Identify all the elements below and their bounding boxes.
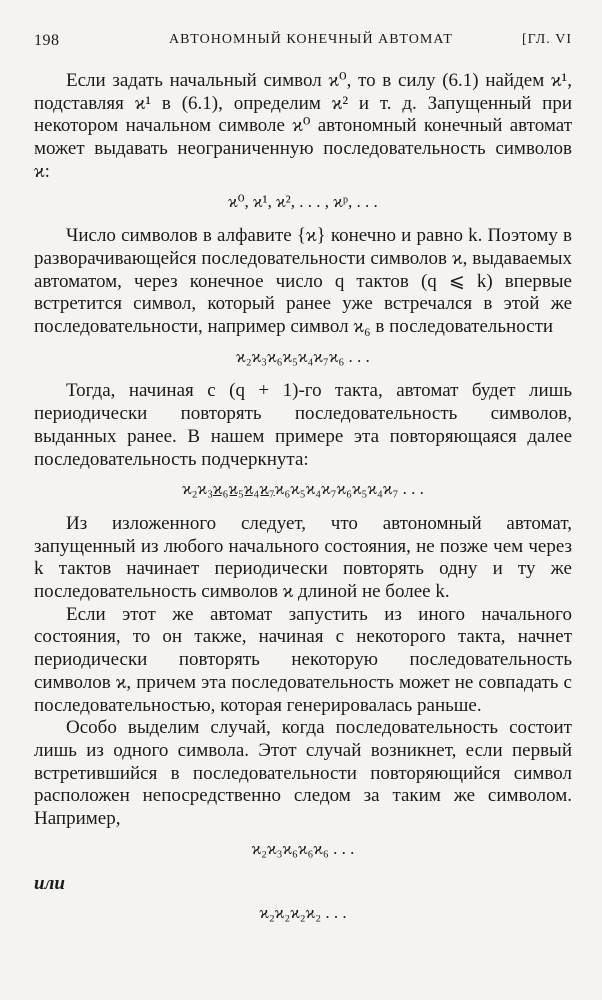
paragraph-5: Если этот же автомат запустить из иного начального состояния, то он также, начиная с некоторого такта, начнет периодически повторять некоторую последовательность символов ϰ, причем эта последовательность может не совпадать с последовательностью, которая генерировалась раньше. (34, 603, 572, 716)
paragraph-6: Особо выделим случай, когда последовательность состоит лишь из одного символа. Этот случай возникнет, если первый встретившийся в последовательности повторяющийся символ расположен непосредственно следом за таким же символом. Например, (34, 717, 572, 830)
formula-sequence-5: ϰ₂ϰ₂ϰ₂ϰ₂ . . . (259, 903, 347, 923)
formula-3-prefix: ϰ₂ϰ₃ (182, 479, 213, 499)
paragraph-2: Число символов в алфавите {ϰ} конечно и равно k. Поэтому в разворачивающейся последовательности символов ϰ, выдаваемых автоматом, через конечное число q тактов (q ⩽ k) впервые встретится символ, который ранее уже встречался в этой же последовательности, например символ ϰ₆ в последовательности (34, 225, 572, 338)
running-title: АВТОНОМНЫЙ КОНЕЧНЫЙ АВТОМАТ (169, 32, 453, 47)
page-number: 198 (34, 32, 60, 49)
formula-sequence-2: ϰ₂ϰ₃ϰ₆ϰ₅ϰ₄ϰ₇ϰ₆ . . . (236, 346, 370, 366)
formula-sequence-4: ϰ₂ϰ₃ϰ₆ϰ₆ϰ₆ . . . (251, 838, 355, 858)
paragraph-1: Если задать начальный символ ϰ⁰, то в силу (6.1) найдем ϰ¹, подставляя ϰ¹ в (6.1), определим ϰ² и т. д. Запущенный при некотором начальном символе ϰ⁰ автономный конечный автомат может выдавать неограниченную последовательность символов ϰ: (34, 70, 572, 182)
formula-3-suffix: ϰ₆ϰ₅ϰ₄ϰ₇ϰ₆ϰ₅ϰ₄ϰ₇ . . . (274, 479, 424, 499)
page-header (34, 32, 572, 54)
paragraph-3: Тогда, начиная с (q + 1)-го такта, автомат будет лишь периодически повторять последовательность символов, выданных ранее. В нашем примере эта повторяющаяся далее последовательность подчеркнута: (34, 380, 572, 470)
formula-sequence-3 (34, 478, 572, 501)
word-ili: или (34, 872, 65, 894)
page-body (34, 70, 572, 937)
formula-sequence-1: ϰ⁰, ϰ¹, ϰ², . . . , ϰᵖ, . . . (228, 191, 378, 211)
formula-3-underlined: ϰ₆ϰ₅ϰ₄ϰ₇ (213, 479, 275, 499)
paragraph-4: Из изложенного следует, что автономный автомат, запущенный из любого начального состояния, не позже чем через k тактов начинает периодически повторять одну и ту же последовательность символов ϰ длиной не более k. (34, 512, 572, 603)
chapter-label: [ГЛ. VI (522, 32, 572, 47)
